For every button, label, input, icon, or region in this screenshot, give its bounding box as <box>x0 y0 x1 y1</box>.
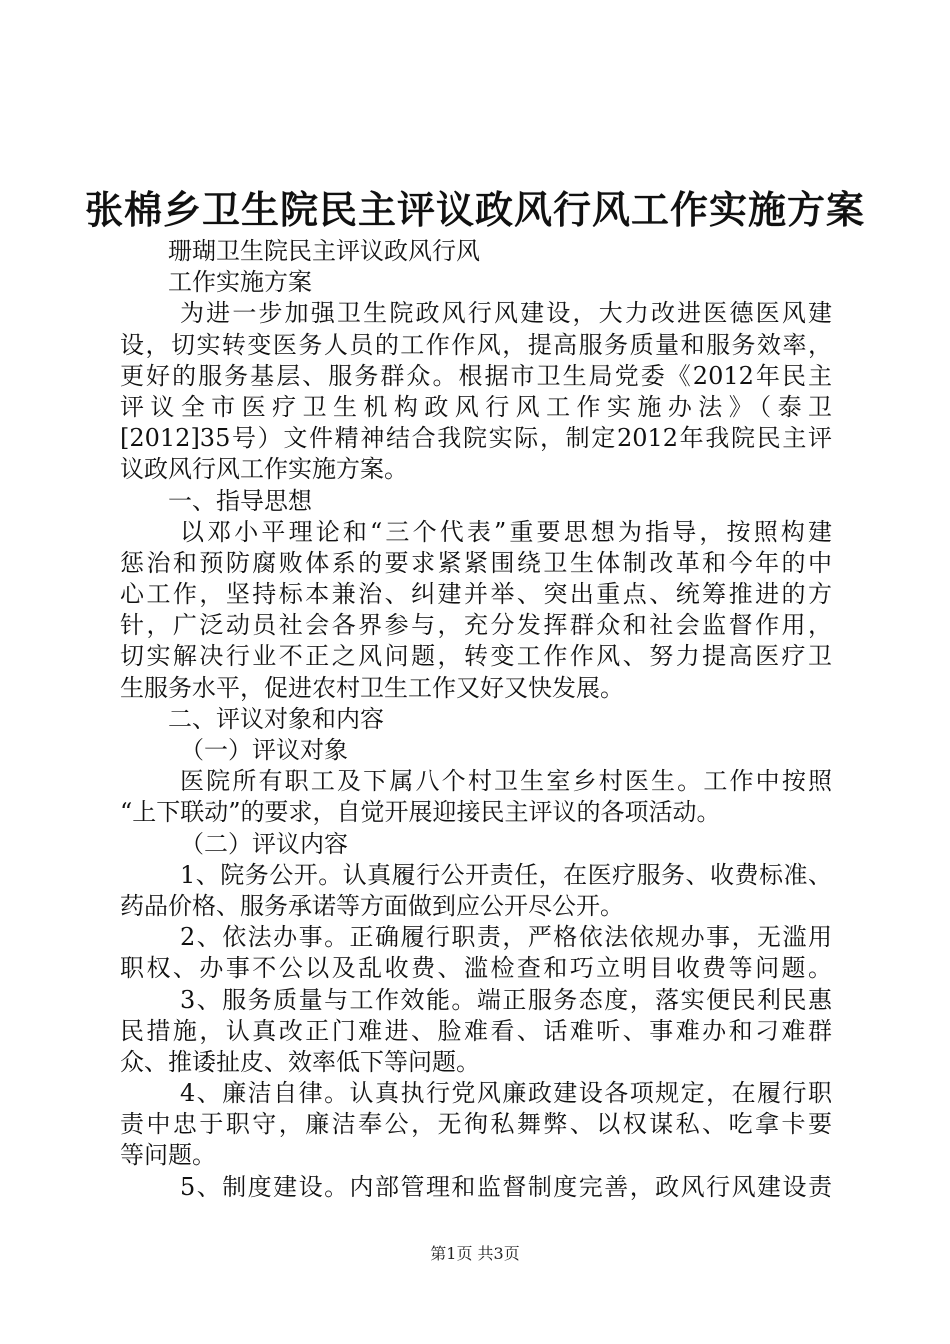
list-item-line: 1、院务公开。认真履行公开责任，在医疗服务、收费标准、 <box>180 860 832 889</box>
page-footer: 第1页 共3页 <box>430 1244 520 1263</box>
body-line: 以邓小平理论和“三个代表”重要思想为指导，按照构建 <box>180 517 832 546</box>
list-item-line: 5、制度建设。内部管理和监督制度完善，政风行风建设责 <box>180 1172 832 1201</box>
subsection-heading: （一）评议对象 <box>180 736 348 764</box>
list-item-line: 民措施，认真改正门难进、脸难看、话难听、事难办和刁难群 <box>120 1016 832 1045</box>
list-item-line: 药品价格、服务承诺等方面做到应公开尽公开。 <box>120 891 624 920</box>
body-line: 更好的服务基层、服务群众。根据市卫生局党委《2012年民主 <box>120 361 832 390</box>
subsection-heading: （二）评议内容 <box>180 829 348 858</box>
section-heading: 一、指导思想 <box>168 486 312 515</box>
body-line: 为进一步加强卫生院政风行风建设，大力改进医德医风建 <box>180 299 832 328</box>
body-line: 惩治和预防腐败体系的要求紧紧围绕卫生体制改革和今年的中 <box>120 548 832 577</box>
body-line: 评议全市医疗卫生机构政风行风工作实施办法》（泰卫 <box>120 392 832 421</box>
list-item-line: 2、依法办事。正确履行职责，严格依法依规办事，无滥用 <box>180 923 832 952</box>
body-line: 切实解决行业不正之风问题，转变工作作风、努力提高医疗卫 <box>120 642 832 671</box>
body-line: “上下联动”的要求，自觉开展迎接民主评议的各项活动。 <box>120 798 721 827</box>
body-line: 议政风行风工作实施方案。 <box>120 455 408 484</box>
document-title: 张棉乡卫生院民主评议政风行风工作实施方案 <box>84 187 865 232</box>
body-line: 心工作，坚持标本兼治、纠建并举、突出重点、统筹推进的方 <box>120 580 832 609</box>
body-line: [2012]35号）文件精神结合我院实际，制定2012年我院民主评 <box>120 424 832 453</box>
list-item-line: 等问题。 <box>120 1141 216 1170</box>
subtitle-line: 珊瑚卫生院民主评议政风行风 <box>168 237 480 265</box>
document-body <box>120 236 832 1203</box>
body-line: 医院所有职工及下属八个村卫生室乡村医生。工作中按照 <box>180 767 832 796</box>
body-line: 针，广泛动员社会各界参与，充分发挥群众和社会监督作用， <box>120 611 832 640</box>
list-item-line: 众、推诿扯皮、效率低下等问题。 <box>120 1047 480 1076</box>
subtitle-line: 工作实施方案 <box>168 268 312 297</box>
section-heading: 二、评议对象和内容 <box>168 704 384 733</box>
list-item-line: 责中忠于职守，廉洁奉公，无徇私舞弊、以权谋私、吃拿卡要 <box>120 1110 832 1139</box>
body-line: 生服务水平，促进农村卫生工作又好又快发展。 <box>120 673 624 702</box>
list-item-line: 职权、办事不公以及乱收费、滥检查和巧立明目收费等问题。 <box>120 954 832 983</box>
body-line: 设，切实转变医务人员的工作作风，提高服务质量和服务效率， <box>120 330 832 359</box>
list-item-line: 4、廉洁自律。认真执行党风廉政建设各项规定，在履行职 <box>180 1079 832 1108</box>
list-item-line: 3、服务质量与工作效能。端正服务态度，落实便民利民惠 <box>180 985 832 1014</box>
